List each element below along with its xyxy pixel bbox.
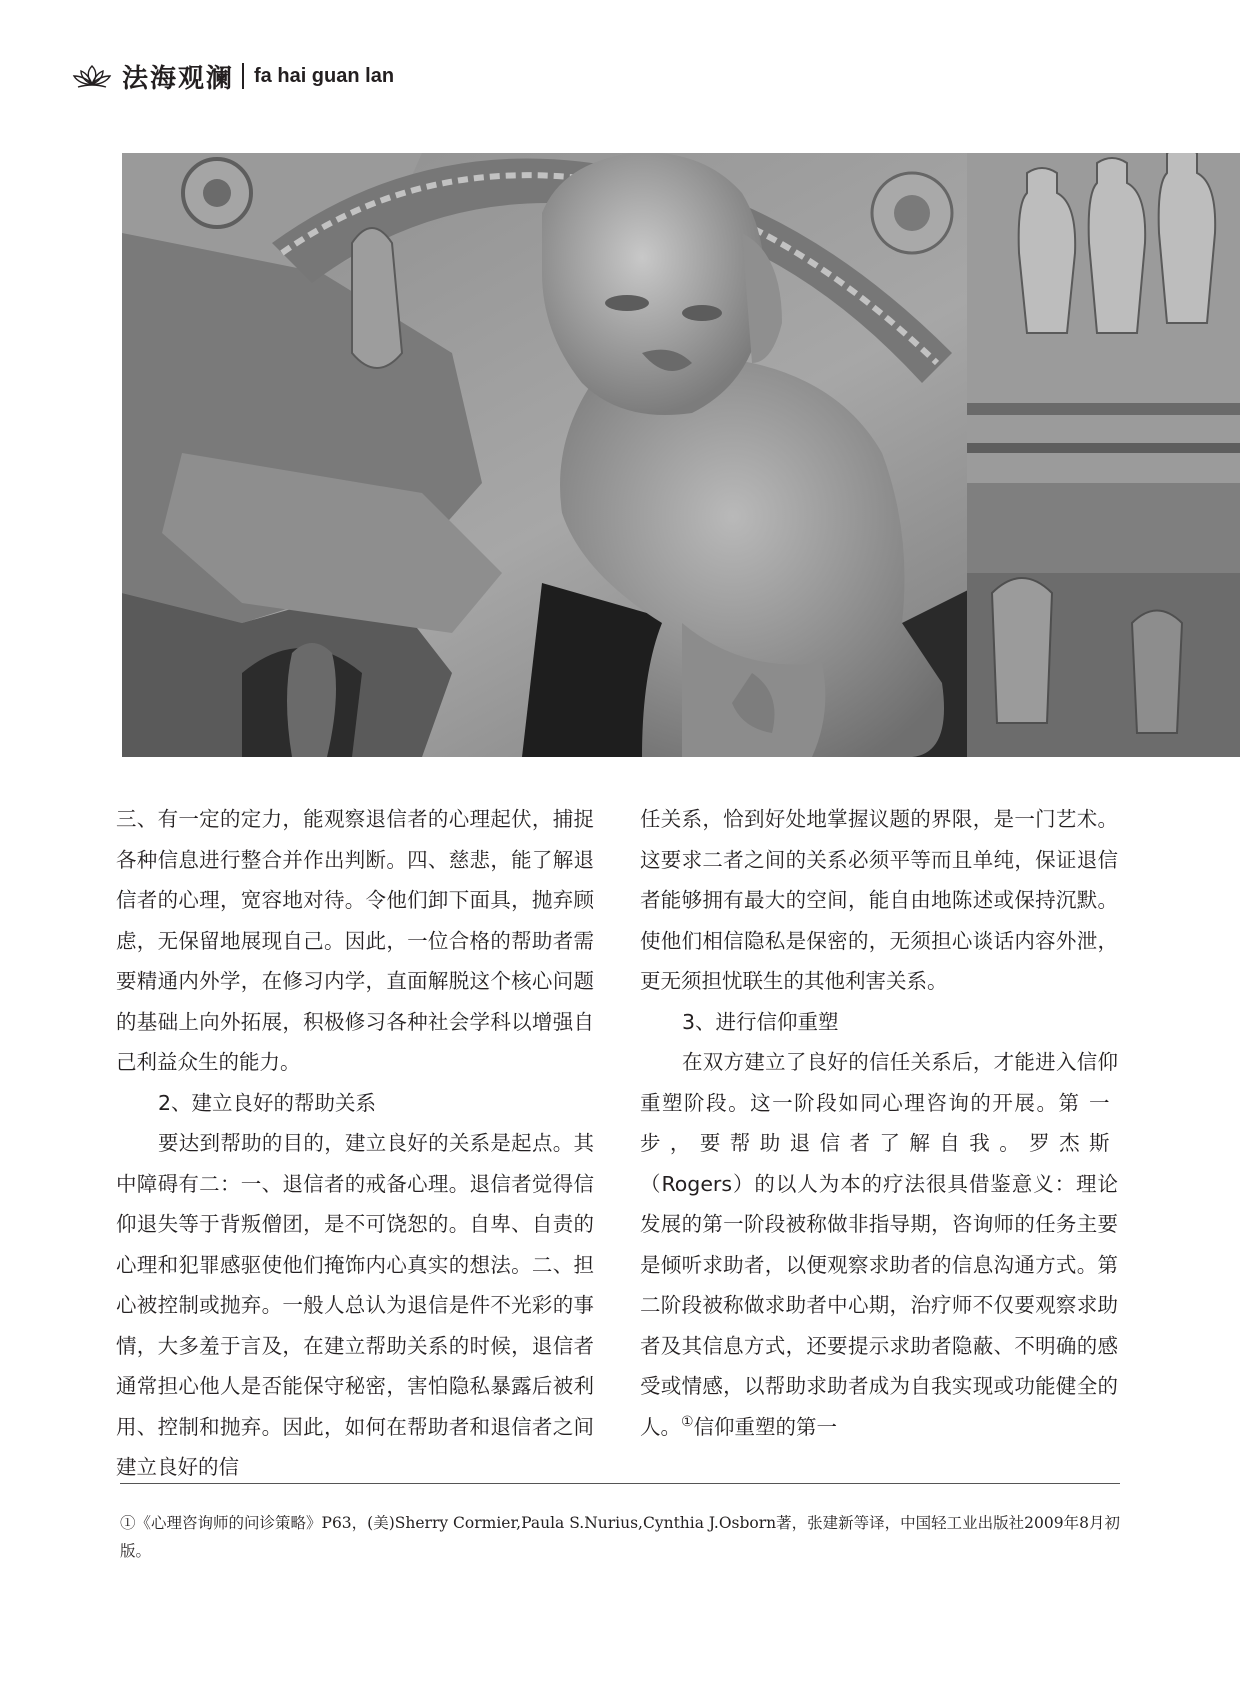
- paragraph: 任关系，恰到好处地掌握议题的界限，是一门艺术。这要求二者之间的关系必须平等而且单纯，保证退信者能够拥有最大的空间，能自由地陈述或保持沉默。使他们相信隐私是保密的，无须担心谈话内容外泄，更无须担忧联生的其他利害关系。: [640, 807, 1118, 993]
- left-text-column: [116, 799, 594, 1488]
- paragraph: [640, 1042, 1118, 1447]
- magazine-column-title: 法海观澜: [122, 63, 235, 94]
- section-heading: 2、建立良好的帮助关系: [158, 1090, 377, 1115]
- buddha-stone-carving-photo: [122, 153, 1240, 757]
- right-text-column: [640, 799, 1118, 1447]
- footnote-divider: [120, 1483, 1120, 1484]
- title-divider: [242, 63, 244, 89]
- magazine-column-title-pinyin: fa hai guan lan: [254, 64, 395, 87]
- footnote-reference[interactable]: ①: [681, 1413, 694, 1430]
- lotus-icon: [72, 63, 112, 89]
- footnote: ①《心理咨询师的问诊策略》P63，(美)Sherry Cormier,Paula S.Nurius,Cynthia J.Osborn著，张建新等译，中国轻工业出版社2009年8月初版。: [120, 1514, 1120, 1560]
- paragraph: 三、有一定的定力，能观察退信者的心理起伏，捕捉各种信息进行整合并作出判断。四、慈悲，能了解退信者的心理，宽容地对待。令他们卸下面具，抛弃顾虑，无保留地展现自己。因此，一位合格的帮助者需要精通内外学，在修习内学，直面解脱这个核心问题的基础上向外拓展，积极修习各种社会学科以增强自己利益众生的能力。: [116, 807, 594, 1074]
- paragraph: 要达到帮助的目的，建立良好的关系是起点。其中障碍有二：一、退信者的戒备心理。退信者觉得信仰退失等于背叛僧团，是不可饶恕的。自卑、自责的心理和犯罪感驱使他们掩饰内心真实的想法。二、担心被控制或抛弃。一般人总认为退信是件不光彩的事情，大多羞于言及，在建立帮助关系的时候，退信者通常担心他人是否能保守秘密，害怕隐私暴露后被利用、控制和抛弃。因此，如何在帮助者和退信者之间建立良好的信: [116, 1131, 594, 1479]
- page-header: [72, 56, 394, 96]
- section-heading: 3、进行信仰重塑: [682, 1009, 839, 1034]
- paragraph-text: 第一步，要帮助退信者了解自我。罗杰斯: [640, 1090, 1119, 1155]
- paragraph-text: （Rogers）的以人为本的疗法很具借鉴意义：理论发展的第一阶段被称做非指导期，咨询师的任务主要是倾听求助者，以便观察求助者的信息沟通方式。第二阶段被称做求助者中心期，治疗师不仅要观察求助者及其信息方式，还要提示求助者隐蔽、不明确的感受或情感，以帮助求助者成为自我实现或功能健全的人。: [640, 1171, 1118, 1439]
- paragraph-text: 信仰重塑的第一: [693, 1414, 838, 1439]
- photo-illustration: [122, 153, 1240, 757]
- paragraph-text: 在双方建立了良好的信任关系后，才能进入信仰重塑阶段。这一阶段如同心理咨询的开展。: [640, 1050, 1118, 1115]
